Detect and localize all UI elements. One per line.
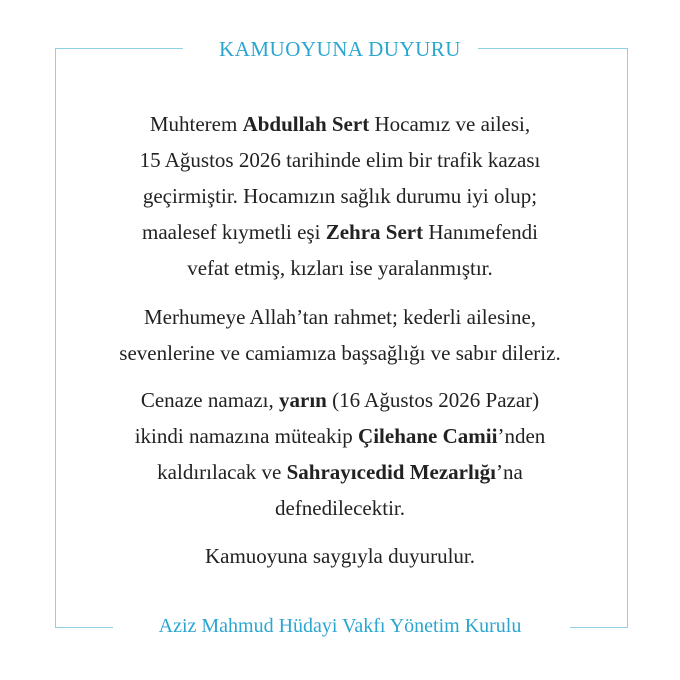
text-segment: Hanımefendi <box>423 220 538 244</box>
announcement-title: KAMUOYUNA DUYURU <box>219 37 461 61</box>
text-segment: kaldırılacak ve <box>157 460 287 484</box>
highlight-tomorrow: yarın <box>279 388 327 412</box>
paragraph-line: defnedilecektir. <box>274 496 406 520</box>
paragraph-line <box>60 418 620 454</box>
paragraph-line: sevenlerine ve camiamıza başsağlığı ve sabır dileriz. <box>119 341 561 365</box>
name-abdullah-sert: Abdullah Sert <box>242 112 370 136</box>
paragraph-line <box>60 382 620 418</box>
paragraph-line <box>60 214 620 250</box>
text-segment: ikindi namazına müteakip <box>134 424 359 448</box>
paragraph-line <box>60 454 620 490</box>
signature-footer: Aziz Mahmud Hüdayi Vakfı Yönetim Kurulu <box>158 615 522 637</box>
text-segment: ’nden <box>497 424 546 448</box>
cemetery-name: Sahrayıcedid Mezarlığı <box>286 460 496 484</box>
text-segment: Hocamız ve ailesi, <box>369 112 531 136</box>
mosque-name: Çilehane Camii <box>358 424 498 448</box>
text-segment: (16 Ağustos 2026 Pazar) <box>326 388 540 412</box>
paragraph-line: geçirmiştir. Hocamızın sağlık durumu iyi olup; <box>142 184 538 208</box>
paragraph-line: vefat etmiş, kızları ise yaralanmıştır. <box>187 256 493 280</box>
text-segment: Muhterem <box>149 112 243 136</box>
paragraph-line <box>60 106 620 142</box>
paragraph-closing <box>60 538 620 574</box>
paragraph-accident <box>60 106 620 286</box>
frame-left-line <box>55 48 56 628</box>
paragraph-funeral <box>60 382 620 526</box>
text-segment: ’na <box>496 460 523 484</box>
frame-right-line <box>627 48 628 628</box>
text-segment: Cenaze namazı, <box>140 388 279 412</box>
text-segment: maalesef kıymetli eşi <box>142 220 326 244</box>
paragraph-line: Kamuoyuna saygıyla duyurulur. <box>204 544 476 568</box>
paragraph-line: 15 Ağustos 2026 tarihinde elim bir trafik kazası <box>139 148 541 172</box>
name-zehra-sert: Zehra Sert <box>325 220 424 244</box>
paragraph-line: Merhumeye Allah’tan rahmet; kederli ailesine, <box>143 305 537 329</box>
paragraph-condolence <box>60 299 620 371</box>
